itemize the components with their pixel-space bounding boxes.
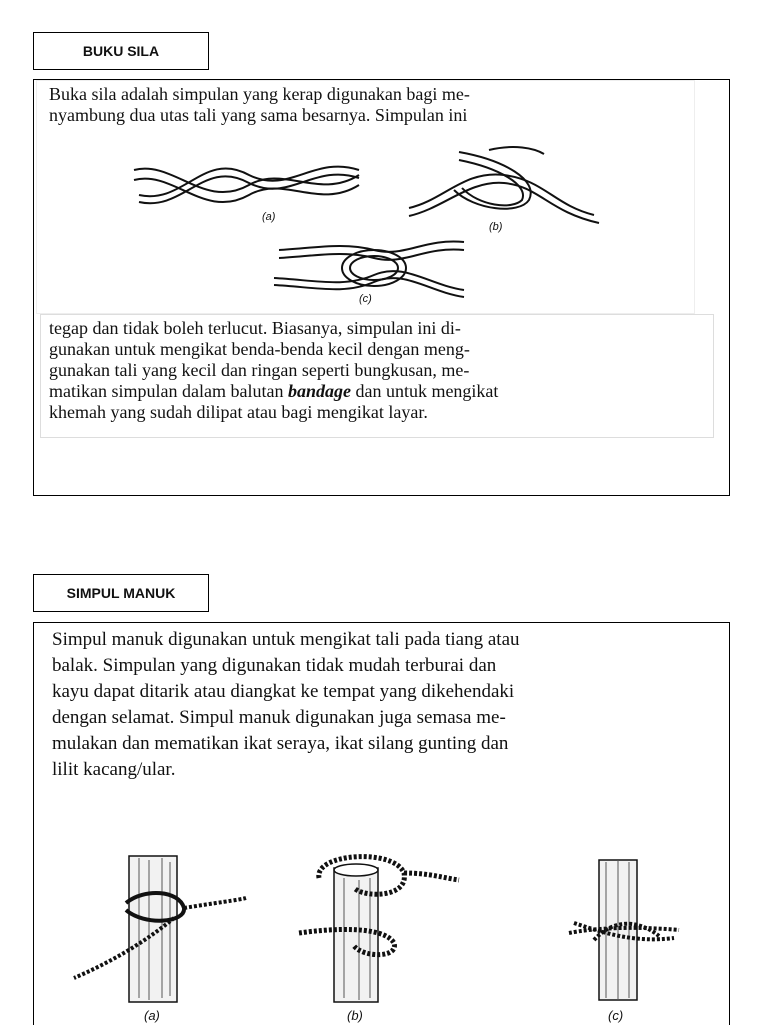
manuk-captions-row bbox=[0, 1008, 768, 1024]
manuk-c-caption: (c) bbox=[608, 1008, 624, 1023]
knot-a-illustration bbox=[134, 167, 359, 204]
intro-line-1: Buka sila adalah simpulan yang kerap digunakan bagi me- bbox=[49, 84, 470, 104]
body-line-1: tegap dan tidak boleh terlucut. Biasanya, simpulan ini di- bbox=[49, 318, 461, 338]
manuk-c-illustration bbox=[569, 860, 679, 1000]
buku-sila-intro bbox=[49, 84, 689, 126]
intro-line-2: nyambung dua utas tali yang sama besarnya. Simpulan ini bbox=[49, 105, 468, 125]
manuk-b-illustration bbox=[299, 857, 459, 1002]
manuk-line-4: dengan selamat. Simpul manuk digunakan juga semasa me- bbox=[52, 707, 506, 728]
knot-c-caption: (c) bbox=[359, 293, 372, 305]
section-title-text: BUKU SILA bbox=[82, 43, 160, 59]
manuk-a-illustration bbox=[74, 856, 246, 1002]
simpul-manuk-panel bbox=[33, 622, 730, 1025]
body-line-5: khemah yang sudah dilipat atau bagi mengikat layar. bbox=[49, 402, 428, 422]
knot-b-caption: (b) bbox=[489, 221, 503, 233]
body-line-4 bbox=[49, 381, 689, 402]
buku-sila-body bbox=[49, 318, 689, 423]
manuk-line-5: mulakan dan mematikan ikat seraya, ikat silang gunting dan bbox=[52, 733, 509, 754]
buku-sila-panel bbox=[33, 79, 730, 496]
body-line-4-pre: matikan simpulan dalam balutan bbox=[49, 381, 288, 401]
manuk-line-3: kayu dapat ditarik atau diangkat ke tempat yang dikehendaki bbox=[52, 681, 515, 702]
section-title-buku-sila bbox=[33, 32, 209, 70]
body-line-2: gunakan untuk mengikat benda-benda kecil dengan meng- bbox=[49, 339, 470, 359]
body-line-4-post: dan untuk mengikat bbox=[350, 381, 499, 401]
buku-sila-knot-illustrations bbox=[34, 130, 694, 310]
manuk-line-1: Simpul manuk digunakan untuk mengikat tali pada tiang atau bbox=[52, 629, 520, 650]
bandage-term: bandage bbox=[287, 381, 351, 401]
knot-a-caption: (a) bbox=[262, 211, 276, 223]
manuk-line-2: balak. Simpulan yang digunakan tidak mudah terburai dan bbox=[52, 655, 497, 676]
simpul-manuk-illustrations bbox=[34, 848, 727, 1008]
manuk-line-6: lilit kacang/ular. bbox=[52, 759, 176, 780]
simpul-manuk-text bbox=[52, 627, 708, 783]
knot-c-illustration bbox=[274, 241, 464, 297]
manuk-a-caption: (a) bbox=[144, 1008, 160, 1023]
knot-b-illustration bbox=[409, 147, 599, 223]
manuk-b-caption: (b) bbox=[347, 1008, 363, 1023]
section-title-text: SIMPUL MANUK bbox=[66, 585, 176, 601]
section-title-simpul-manuk bbox=[33, 574, 209, 612]
body-line-3: gunakan tali yang kecil dan ringan seperti bungkusan, me- bbox=[49, 360, 470, 380]
